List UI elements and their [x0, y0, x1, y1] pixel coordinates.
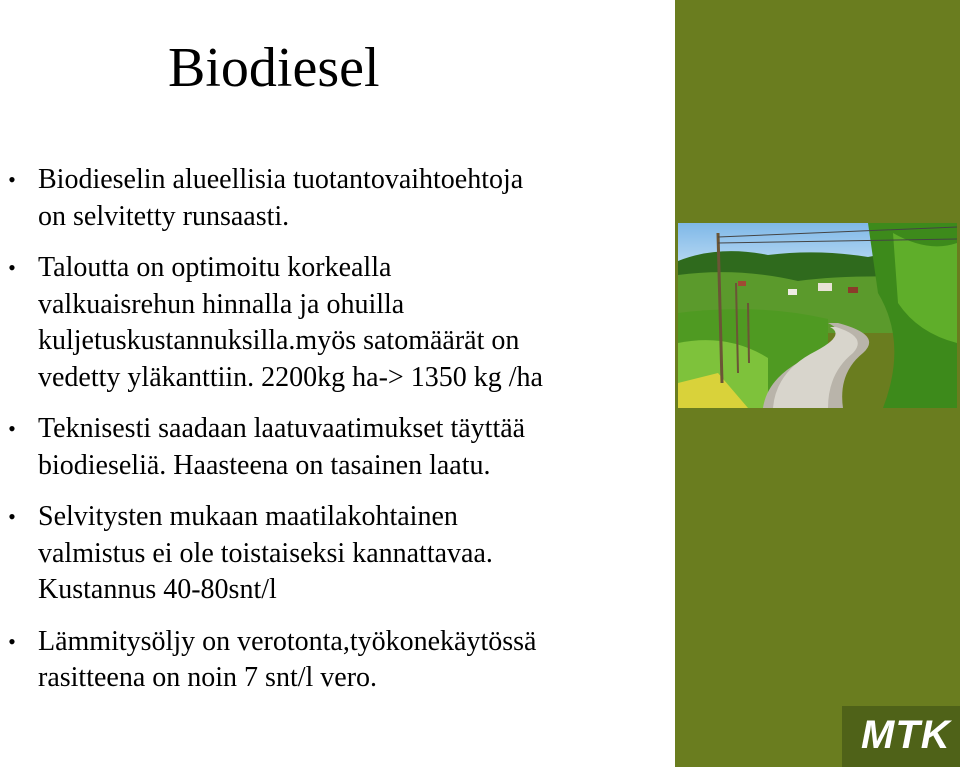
bullet-line: Taloutta on optimoitu korkealla: [38, 252, 392, 283]
bullet-item: [0, 162, 672, 235]
bullet-line: valkuaisrehun hinnalla ja ohuilla: [38, 288, 405, 320]
bullet-line: valmistus ei ole toistaiseksi kannattavaa.: [38, 537, 493, 569]
bullet-dot: •: [8, 416, 16, 441]
bullet-line: Kustannus 40-80snt/l: [38, 574, 277, 605]
bullet-dot: •: [8, 628, 16, 654]
bullet-item: [0, 250, 672, 396]
bullet-line: Selvitysten mukaan maatilakohtainen: [38, 501, 458, 532]
bullet-dot: •: [8, 167, 16, 192]
bullet-line: Lämmitysöljy on verotonta,työkonekäytössä: [38, 625, 537, 657]
bullet-line: Teknisesti saadaan laatuvaatimukset täyttää: [38, 413, 526, 444]
bullet-line: rasitteena on noin 7 snt/l vero.: [38, 662, 378, 693]
bullet-item: [0, 411, 672, 484]
slide-title: Biodiesel: [168, 37, 380, 99]
bullet-line: Biodieselin alueellisia tuotantovaihtoehtoja: [38, 164, 524, 195]
bullet-item: [0, 499, 672, 609]
bullet-dot: •: [8, 504, 16, 529]
bullet-dot: •: [8, 255, 16, 280]
bullet-line: biodieseliä. Haasteena on tasainen laatu.: [38, 449, 491, 481]
mtk-logo-text: MTK: [861, 713, 951, 757]
country-road-photo: [678, 223, 957, 408]
bullet-list: [0, 162, 672, 712]
bullet-item: [0, 624, 672, 697]
bullet-line: vedetty yläkanttiin. 2200kg ha-> 1350 kg /ha: [38, 361, 543, 393]
bullet-line: on selvitetty runsaasti.: [38, 200, 290, 232]
bullet-line: kuljetuskustannuksilla.myös satomäärät on: [38, 325, 520, 356]
